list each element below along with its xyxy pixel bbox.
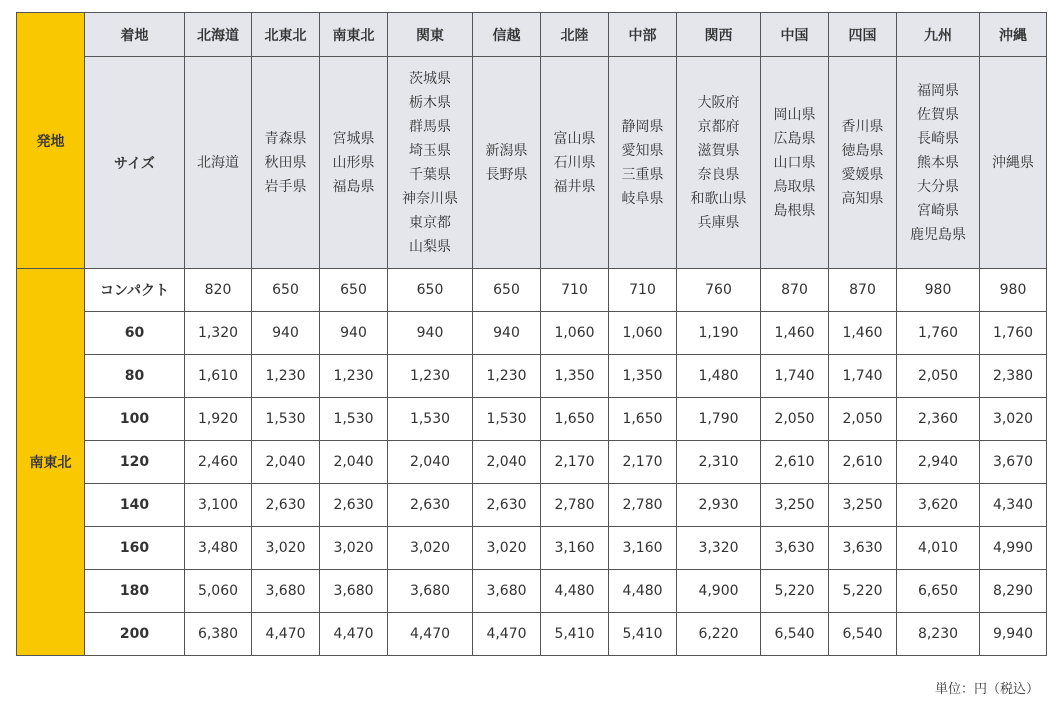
price-cell: 5,410 bbox=[541, 613, 609, 656]
prefecture-name: 和歌山県 bbox=[690, 190, 747, 207]
prefecture-name: 静岡県 bbox=[621, 118, 664, 135]
price-cell: 650 bbox=[388, 269, 473, 312]
price-cell: 1,460 bbox=[829, 312, 897, 355]
price-cell: 3,020 bbox=[388, 527, 473, 570]
prefecture-name: 京都府 bbox=[697, 118, 740, 135]
prefecture-name: 山梨県 bbox=[409, 238, 451, 255]
region-header: 関東 bbox=[388, 13, 473, 57]
price-cell: 3,620 bbox=[897, 484, 980, 527]
price-cell: 5,220 bbox=[761, 570, 829, 613]
price-cell: 3,680 bbox=[473, 570, 541, 613]
price-cell: 1,060 bbox=[609, 312, 677, 355]
prefecture-name: 鳥取県 bbox=[773, 178, 816, 195]
table-row bbox=[17, 570, 1047, 613]
price-cell: 4,480 bbox=[609, 570, 677, 613]
price-cell: 2,040 bbox=[473, 441, 541, 484]
prefecture-name: 大分県 bbox=[917, 178, 959, 195]
table-row bbox=[17, 527, 1047, 570]
prefecture-name: 東京都 bbox=[409, 214, 451, 231]
price-cell: 4,990 bbox=[980, 527, 1047, 570]
prefecture-name: 三重県 bbox=[621, 166, 664, 183]
table-row bbox=[17, 441, 1047, 484]
size-label: 80 bbox=[85, 355, 185, 398]
price-cell: 1,920 bbox=[185, 398, 252, 441]
price-cell: 6,540 bbox=[761, 613, 829, 656]
size-label: 100 bbox=[85, 398, 185, 441]
prefecture-name: 山形県 bbox=[332, 154, 375, 171]
prefecture-name: 山口県 bbox=[773, 154, 816, 171]
price-cell: 2,310 bbox=[677, 441, 761, 484]
price-cell: 2,940 bbox=[897, 441, 980, 484]
prefecture-name: 新潟県 bbox=[485, 142, 528, 159]
size-label: 200 bbox=[85, 613, 185, 656]
price-cell: 3,160 bbox=[541, 527, 609, 570]
price-cell: 2,630 bbox=[252, 484, 320, 527]
price-cell: 2,780 bbox=[541, 484, 609, 527]
price-cell: 1,320 bbox=[185, 312, 252, 355]
price-cell: 2,170 bbox=[541, 441, 609, 484]
price-cell: 2,050 bbox=[829, 398, 897, 441]
shipping-rate-table bbox=[16, 12, 1047, 656]
prefecture-list bbox=[980, 57, 1047, 269]
price-cell: 4,480 bbox=[541, 570, 609, 613]
table-row bbox=[17, 484, 1047, 527]
prefecture-name: 熊本県 bbox=[917, 154, 959, 171]
price-cell: 870 bbox=[761, 269, 829, 312]
size-label: 140 bbox=[85, 484, 185, 527]
price-cell: 3,480 bbox=[185, 527, 252, 570]
price-cell: 820 bbox=[185, 269, 252, 312]
price-cell: 1,610 bbox=[185, 355, 252, 398]
price-cell: 4,900 bbox=[677, 570, 761, 613]
prefecture-name: 群馬県 bbox=[409, 118, 451, 135]
price-cell: 2,780 bbox=[609, 484, 677, 527]
price-cell: 3,020 bbox=[320, 527, 388, 570]
price-cell: 650 bbox=[473, 269, 541, 312]
price-cell: 760 bbox=[677, 269, 761, 312]
price-cell: 4,470 bbox=[320, 613, 388, 656]
region-header: 北海道 bbox=[185, 13, 252, 57]
price-cell: 3,630 bbox=[761, 527, 829, 570]
price-cell: 710 bbox=[609, 269, 677, 312]
price-cell: 940 bbox=[252, 312, 320, 355]
prefecture-name: 滋賀県 bbox=[697, 142, 740, 159]
price-cell: 1,530 bbox=[473, 398, 541, 441]
price-cell: 1,350 bbox=[609, 355, 677, 398]
size-label: 180 bbox=[85, 570, 185, 613]
prefecture-name: 兵庫県 bbox=[697, 214, 740, 231]
prefecture-list bbox=[609, 57, 677, 269]
prefecture-list bbox=[388, 57, 473, 269]
prefecture-list bbox=[320, 57, 388, 269]
region-header: 北東北 bbox=[252, 13, 320, 57]
price-cell: 980 bbox=[980, 269, 1047, 312]
price-cell: 2,610 bbox=[829, 441, 897, 484]
price-cell: 5,060 bbox=[185, 570, 252, 613]
prefecture-name: 大阪府 bbox=[697, 94, 740, 111]
prefecture-name: 石川県 bbox=[553, 154, 596, 171]
prefecture-list bbox=[677, 57, 761, 269]
price-cell: 1,740 bbox=[829, 355, 897, 398]
region-header: 沖縄 bbox=[980, 13, 1047, 57]
region-header: 四国 bbox=[829, 13, 897, 57]
destination-header: 着地 bbox=[85, 13, 185, 57]
table-row bbox=[17, 355, 1047, 398]
prefecture-name: 奈良県 bbox=[697, 166, 740, 183]
region-header: 中国 bbox=[761, 13, 829, 57]
region-header: 南東北 bbox=[320, 13, 388, 57]
price-cell: 4,010 bbox=[897, 527, 980, 570]
price-cell: 4,340 bbox=[980, 484, 1047, 527]
price-cell: 940 bbox=[388, 312, 473, 355]
price-cell: 2,040 bbox=[388, 441, 473, 484]
prefecture-name: 愛媛県 bbox=[841, 166, 884, 183]
price-cell: 980 bbox=[897, 269, 980, 312]
price-cell: 2,170 bbox=[609, 441, 677, 484]
price-cell: 1,740 bbox=[761, 355, 829, 398]
table-row bbox=[17, 613, 1047, 656]
price-cell: 1,060 bbox=[541, 312, 609, 355]
price-cell: 2,610 bbox=[761, 441, 829, 484]
price-cell: 1,480 bbox=[677, 355, 761, 398]
price-cell: 650 bbox=[320, 269, 388, 312]
price-cell: 8,230 bbox=[897, 613, 980, 656]
price-cell: 4,470 bbox=[473, 613, 541, 656]
price-cell: 8,290 bbox=[980, 570, 1047, 613]
price-cell: 3,100 bbox=[185, 484, 252, 527]
prefecture-name: 愛知県 bbox=[621, 142, 664, 159]
price-cell: 3,020 bbox=[252, 527, 320, 570]
size-header: サイズ bbox=[85, 57, 185, 269]
price-cell: 1,190 bbox=[677, 312, 761, 355]
prefecture-name: 岐阜県 bbox=[621, 190, 664, 207]
price-cell: 2,360 bbox=[897, 398, 980, 441]
price-cell: 1,650 bbox=[541, 398, 609, 441]
prefecture-name: 青森県 bbox=[264, 130, 307, 147]
price-cell: 2,040 bbox=[252, 441, 320, 484]
price-cell: 6,220 bbox=[677, 613, 761, 656]
table-row bbox=[17, 269, 1047, 312]
prefecture-name: 秋田県 bbox=[264, 154, 307, 171]
prefecture-name: 香川県 bbox=[841, 118, 884, 135]
region-header: 信越 bbox=[473, 13, 541, 57]
price-cell: 1,230 bbox=[388, 355, 473, 398]
price-cell: 3,320 bbox=[677, 527, 761, 570]
price-cell: 2,630 bbox=[388, 484, 473, 527]
price-cell: 3,250 bbox=[761, 484, 829, 527]
price-cell: 1,350 bbox=[541, 355, 609, 398]
price-cell: 2,040 bbox=[320, 441, 388, 484]
prefecture-name: 宮城県 bbox=[332, 130, 375, 147]
price-cell: 2,050 bbox=[761, 398, 829, 441]
prefecture-name: 島根県 bbox=[773, 202, 816, 219]
price-cell: 9,940 bbox=[980, 613, 1047, 656]
prefecture-name: 佐賀県 bbox=[917, 106, 959, 123]
prefecture-name: 茨城県 bbox=[409, 70, 451, 87]
prefecture-list bbox=[829, 57, 897, 269]
price-cell: 3,680 bbox=[252, 570, 320, 613]
price-cell: 1,760 bbox=[980, 312, 1047, 355]
price-cell: 1,530 bbox=[252, 398, 320, 441]
size-label: コンパクト bbox=[85, 269, 185, 312]
prefecture-list bbox=[897, 57, 980, 269]
price-cell: 2,630 bbox=[320, 484, 388, 527]
price-cell: 2,930 bbox=[677, 484, 761, 527]
prefecture-name: 沖縄県 bbox=[992, 154, 1034, 171]
price-cell: 3,250 bbox=[829, 484, 897, 527]
price-cell: 1,790 bbox=[677, 398, 761, 441]
prefecture-name: 高知県 bbox=[841, 190, 884, 207]
prefecture-name: 福岡県 bbox=[917, 82, 959, 99]
prefecture-name: 埼玉県 bbox=[409, 142, 451, 159]
prefecture-name: 北海道 bbox=[197, 154, 239, 171]
price-cell: 3,680 bbox=[320, 570, 388, 613]
prefecture-name: 神奈川県 bbox=[402, 190, 458, 207]
price-cell: 6,380 bbox=[185, 613, 252, 656]
price-cell: 710 bbox=[541, 269, 609, 312]
size-label: 160 bbox=[85, 527, 185, 570]
price-cell: 1,230 bbox=[252, 355, 320, 398]
price-cell: 3,020 bbox=[980, 398, 1047, 441]
size-label: 60 bbox=[85, 312, 185, 355]
price-cell: 2,050 bbox=[897, 355, 980, 398]
prefecture-list bbox=[185, 57, 252, 269]
price-cell: 6,540 bbox=[829, 613, 897, 656]
price-cell: 6,650 bbox=[897, 570, 980, 613]
region-header: 中部 bbox=[609, 13, 677, 57]
prefecture-name: 岩手県 bbox=[264, 178, 307, 195]
prefecture-name: 長野県 bbox=[485, 166, 528, 183]
price-cell: 3,020 bbox=[473, 527, 541, 570]
price-cell: 1,530 bbox=[388, 398, 473, 441]
price-cell: 3,160 bbox=[609, 527, 677, 570]
price-cell: 3,680 bbox=[388, 570, 473, 613]
origin-header: 発地 bbox=[17, 13, 85, 269]
price-cell: 3,670 bbox=[980, 441, 1047, 484]
unit-note: 単位：円（税込） bbox=[934, 682, 1039, 697]
region-header: 関西 bbox=[677, 13, 761, 57]
price-cell: 940 bbox=[473, 312, 541, 355]
prefecture-name: 栃木県 bbox=[409, 94, 451, 111]
size-label: 120 bbox=[85, 441, 185, 484]
price-cell: 1,650 bbox=[609, 398, 677, 441]
prefecture-name: 長崎県 bbox=[917, 130, 959, 147]
table-row bbox=[17, 312, 1047, 355]
price-cell: 940 bbox=[320, 312, 388, 355]
prefecture-list bbox=[761, 57, 829, 269]
prefecture-name: 福島県 bbox=[332, 178, 375, 195]
price-cell: 5,410 bbox=[609, 613, 677, 656]
price-cell: 5,220 bbox=[829, 570, 897, 613]
price-cell: 2,460 bbox=[185, 441, 252, 484]
price-cell: 1,530 bbox=[320, 398, 388, 441]
price-cell: 1,230 bbox=[473, 355, 541, 398]
price-cell: 2,380 bbox=[980, 355, 1047, 398]
price-cell: 650 bbox=[252, 269, 320, 312]
prefecture-list bbox=[541, 57, 609, 269]
prefecture-list bbox=[252, 57, 320, 269]
price-cell: 3,630 bbox=[829, 527, 897, 570]
region-header: 北陸 bbox=[541, 13, 609, 57]
price-cell: 870 bbox=[829, 269, 897, 312]
price-cell: 4,470 bbox=[252, 613, 320, 656]
prefecture-name: 千葉県 bbox=[409, 166, 451, 183]
price-cell: 1,460 bbox=[761, 312, 829, 355]
price-cell: 2,630 bbox=[473, 484, 541, 527]
price-cell: 1,230 bbox=[320, 355, 388, 398]
price-cell: 4,470 bbox=[388, 613, 473, 656]
prefecture-name: 富山県 bbox=[553, 130, 596, 147]
prefecture-list bbox=[473, 57, 541, 269]
prefecture-name: 広島県 bbox=[773, 130, 816, 147]
prefecture-name: 鹿児島県 bbox=[910, 226, 966, 243]
prefecture-name: 福井県 bbox=[553, 178, 596, 195]
region-header: 九州 bbox=[897, 13, 980, 57]
prefecture-name: 宮崎県 bbox=[917, 202, 959, 219]
prefecture-name: 徳島県 bbox=[841, 142, 884, 159]
price-cell: 1,760 bbox=[897, 312, 980, 355]
prefecture-name: 岡山県 bbox=[773, 106, 816, 123]
table-row bbox=[17, 398, 1047, 441]
origin-region: 南東北 bbox=[17, 269, 85, 656]
